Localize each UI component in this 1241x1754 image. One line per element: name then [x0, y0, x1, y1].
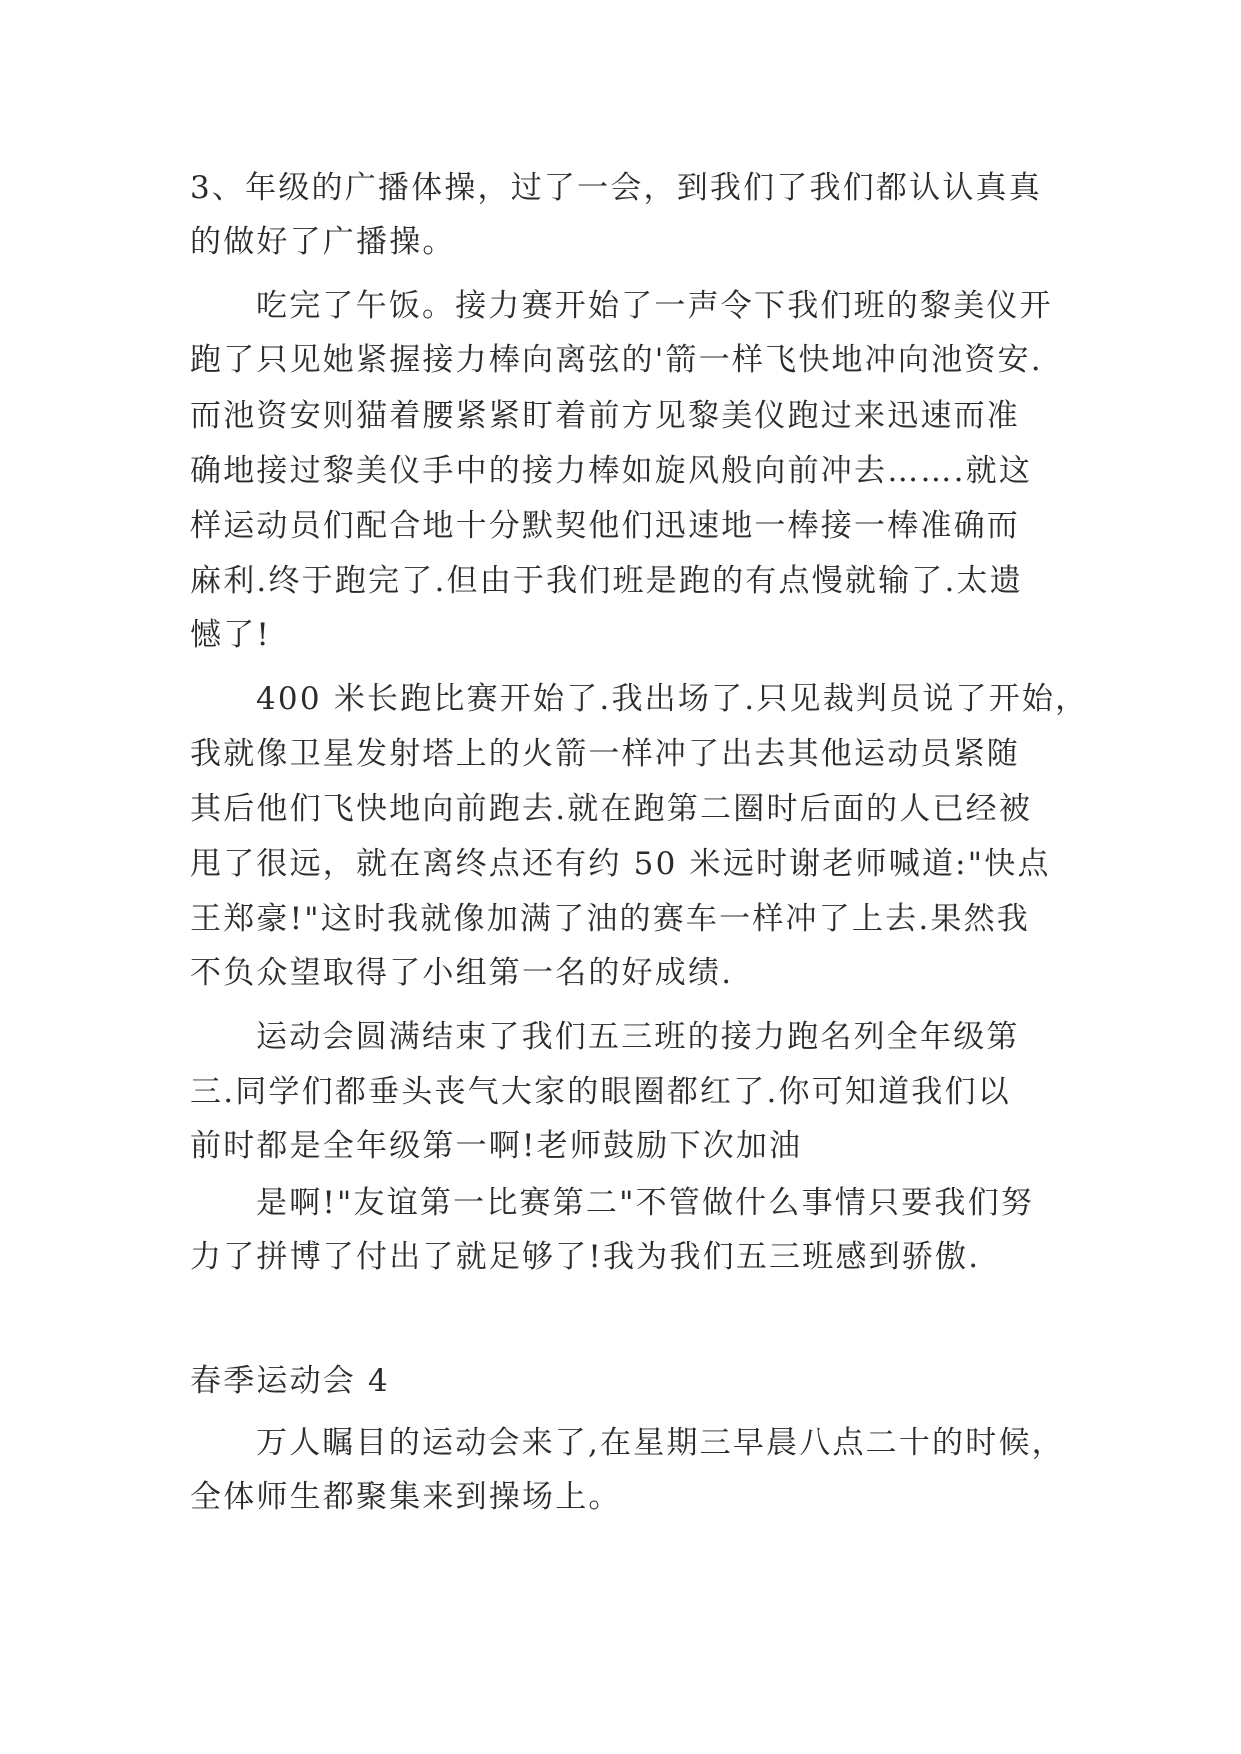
paragraph-start-line: 400 米长跑比赛开始了.我出场了.只见裁判员说了开始，: [256, 681, 1089, 717]
text-line: 的做好了广播操。: [190, 224, 456, 260]
text-line: 不负众望取得了小组第一名的好成绩.: [190, 955, 734, 991]
text-line: 跑了只见她紧握接力棒向离弦的'箭一样飞快地冲向池资安.: [190, 342, 1043, 378]
text-line: 全体师生都聚集来到操场上。: [190, 1479, 622, 1515]
paragraph-start-line: 运动会圆满结束了我们五三班的接力跑名列全年级第: [256, 1019, 1020, 1055]
text-line: 其后他们飞快地向前跑去.就在跑第二圈时后面的人已经被: [190, 791, 1033, 827]
text-line: 甩了很远，就在离终点还有约 50 米远时谢老师喊道:"快点: [190, 846, 1051, 882]
text-line: 前时都是全年级第一啊!老师鼓励下次加油: [190, 1128, 803, 1164]
section-heading: 春季运动会 4: [190, 1363, 390, 1399]
paragraph-start-line: 万人瞩目的运动会来了,在星期三早晨八点二十的时候，: [256, 1425, 1065, 1461]
text-line: 而池资安则猫着腰紧紧盯着前方见黎美仪跑过来迅速而准: [190, 398, 1020, 434]
text-line: 三.同学们都垂头丧气大家的眼圈都红了.你可知道我们以: [190, 1074, 1011, 1110]
text-line: 确地接过黎美仪手中的接力棒如旋风般向前冲去…….就这: [190, 453, 1033, 489]
text-line: 3、年级的广播体操，过了一会，到我们了我们都认认真真: [190, 170, 1042, 206]
text-line: 样运动员们配合地十分默契他们迅速地一棒接一棒准确而: [190, 508, 1020, 544]
text-line: 王郑豪!"这时我就像加满了油的赛车一样冲了上去.果然我: [190, 901, 1030, 937]
paragraph-start-line: 吃完了午饭。接力赛开始了一声令下我们班的黎美仪开: [256, 288, 1053, 324]
text-line: 我就像卫星发射塔上的火箭一样冲了出去其他运动员紧随: [190, 736, 1020, 772]
text-line: 力了拼博了付出了就足够了!我为我们五三班感到骄傲.: [190, 1239, 981, 1275]
text-line: 憾了!: [190, 617, 272, 653]
text-line: 麻利.终于跑完了.但由于我们班是跑的有点慢就输了.太遗: [190, 563, 1023, 599]
paragraph-start-line: 是啊!"友谊第一比赛第二"不管做什么事情只要我们努: [256, 1185, 1034, 1221]
